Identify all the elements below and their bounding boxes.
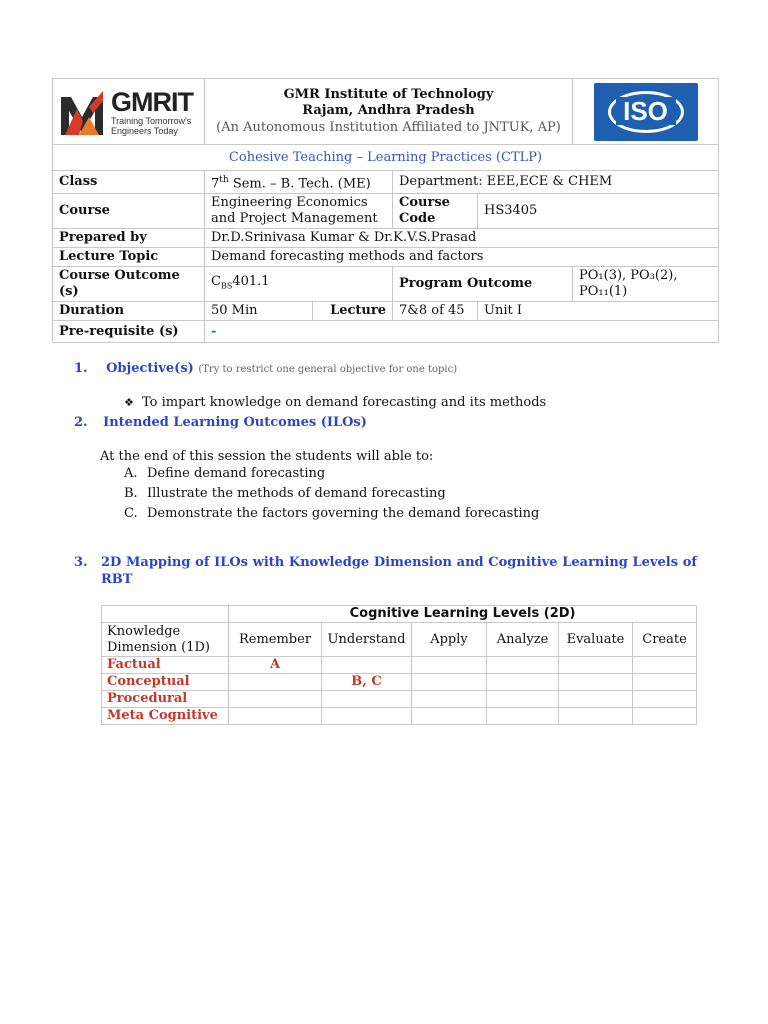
section-2-number: 2. [74, 415, 88, 430]
section-3-title-line-1: 2D Mapping of ILOs with Knowledge Dimension and Cognitive Learning Levels of [101, 555, 697, 570]
knowledge-dimension-label: Knowledge Dimension (1D) [102, 623, 229, 657]
topic-value: Demand forecasting methods and factors [205, 248, 719, 267]
course-code-label: Course Code [393, 194, 478, 229]
dimension-label: Conceptual [102, 674, 229, 691]
logo-tagline-2: Engineers Today [111, 125, 178, 136]
ilo-intro: At the end of this session the students will able to: [100, 449, 434, 464]
course-outcome-value [205, 267, 393, 302]
mapping-cell [559, 708, 633, 725]
ilo-item [124, 466, 326, 481]
dimension-label: Factual [102, 657, 229, 674]
level-header: Analyze [487, 623, 559, 657]
co-prefix: C [211, 274, 221, 290]
mapping-cell [559, 691, 633, 708]
mapping-cell [322, 657, 412, 674]
po-line-2: PO₁₁(1) [579, 284, 628, 300]
lecture-value: 7&8 of 45 [393, 302, 478, 321]
table-row [102, 691, 697, 708]
iso-cell [573, 79, 719, 145]
table-row [102, 708, 697, 725]
prereq-value: - [205, 321, 719, 343]
program-outcome-label: Program Outcome [393, 267, 573, 302]
class-value [205, 171, 393, 194]
level-header: Understand [322, 623, 412, 657]
mapping-cell [559, 657, 633, 674]
section-1-title: Objective(s) [106, 361, 194, 376]
objective-bullet [124, 395, 546, 410]
logo-cell [53, 79, 205, 145]
iso-logo [594, 83, 698, 141]
program-outcome-value [573, 267, 719, 302]
prepared-value: Dr.D.Srinivasa Kumar & Dr.K.V.S.Prasad [205, 229, 719, 248]
ctlp-title: Cohesive Teaching – Learning Practices (CTLP) [53, 145, 719, 171]
ilo-letter: A. [124, 466, 138, 481]
section-2-title: Intended Learning Outcomes (ILOs) [103, 415, 367, 430]
ilo-letter: C. [124, 506, 138, 521]
ilo-text: Demonstrate the factors governing the demand forecasting [147, 506, 540, 521]
mapping-cell [633, 674, 697, 691]
iso-text: ISO [616, 97, 676, 125]
mapping-corner-cell [102, 606, 229, 623]
level-header: Remember [229, 623, 322, 657]
section-1-heading [74, 361, 457, 376]
institute-name: GMR Institute of Technology [283, 86, 494, 102]
course-value: Engineering Economics and Project Management [205, 194, 393, 229]
mapping-cell [487, 708, 559, 725]
objective-text: To impart knowledge on demand forecasting and its methods [142, 395, 547, 410]
course-label: Course [53, 194, 205, 229]
dimension-label: Meta Cognitive [102, 708, 229, 725]
unit-value: Unit I [478, 302, 719, 321]
mapping-cell [322, 708, 412, 725]
class-label: Class [53, 171, 205, 194]
mapping-cell [229, 708, 322, 725]
po-line-1: PO₁(3), PO₃(2), [579, 268, 678, 284]
mapping-cell [412, 691, 487, 708]
section-3-heading [74, 555, 699, 570]
table-row [102, 657, 697, 674]
section-1-note: (Try to restrict one general objective for one topic) [198, 364, 458, 375]
level-header: Create [633, 623, 697, 657]
ilo-text: Define demand forecasting [147, 466, 326, 481]
mapping-cell: B, C [322, 674, 412, 691]
level-header: Apply [412, 623, 487, 657]
institute-place: Rajam, Andhra Pradesh [302, 102, 475, 118]
course-info-table [52, 78, 719, 343]
duration-label: Duration [53, 302, 205, 321]
mapping-cell [487, 657, 559, 674]
logo-text: GMRIT [111, 86, 193, 117]
course-outcome-label: Course Outcome (s) [53, 267, 205, 302]
mapping-cell [412, 657, 487, 674]
course-code-value: HS3405 [478, 194, 719, 229]
gmrit-emblem-icon [59, 87, 105, 137]
cognitive-levels-title: Cognitive Learning Levels (2D) [229, 606, 697, 623]
class-sup: th [219, 175, 229, 185]
section-2-heading [74, 415, 367, 430]
section-3-number: 3. [74, 555, 88, 570]
department-value: Department: EEE,ECE & CHEM [393, 171, 719, 194]
mapping-cell [559, 674, 633, 691]
institute-affiliation: (An Autonomous Institution Affiliated to JNTUK, AP) [216, 119, 561, 135]
dimension-label: Procedural [102, 691, 229, 708]
prereq-label: Pre-requisite (s) [53, 321, 205, 343]
mapping-cell [412, 708, 487, 725]
mapping-cell [633, 691, 697, 708]
section-3-title-line-2: RBT [101, 572, 133, 587]
mapping-cell [633, 657, 697, 674]
mapping-cell [412, 674, 487, 691]
lecture-label: Lecture [313, 302, 393, 321]
topic-label: Lecture Topic [53, 248, 205, 267]
mapping-cell [322, 691, 412, 708]
diamond-bullet-icon: ❖ [124, 396, 134, 409]
section-1-number: 1. [74, 361, 88, 376]
mapping-cell [633, 708, 697, 725]
prepared-label: Prepared by [53, 229, 205, 248]
mapping-cell [487, 691, 559, 708]
institute-cell [205, 79, 573, 145]
co-sub: BS [220, 281, 233, 291]
mapping-cell [229, 691, 322, 708]
ilo-item [124, 486, 446, 501]
co-number: 401.1 [232, 274, 270, 290]
level-header: Evaluate [559, 623, 633, 657]
ilo-item [124, 506, 540, 521]
ilo-letter: B. [124, 486, 138, 501]
class-rest: Sem. – B. Tech. (ME) [228, 176, 371, 192]
duration-value: 50 Min [205, 302, 313, 321]
mapping-cell: A [229, 657, 322, 674]
rbt-mapping-table [101, 605, 697, 725]
logo-tagline-1: Training Tomorrow's [111, 115, 192, 126]
class-number: 7 [211, 176, 220, 192]
table-row [102, 674, 697, 691]
gmrit-logo [59, 87, 198, 137]
mapping-cell [229, 674, 322, 691]
ilo-text: Illustrate the methods of demand forecasting [147, 486, 446, 501]
mapping-cell [487, 674, 559, 691]
